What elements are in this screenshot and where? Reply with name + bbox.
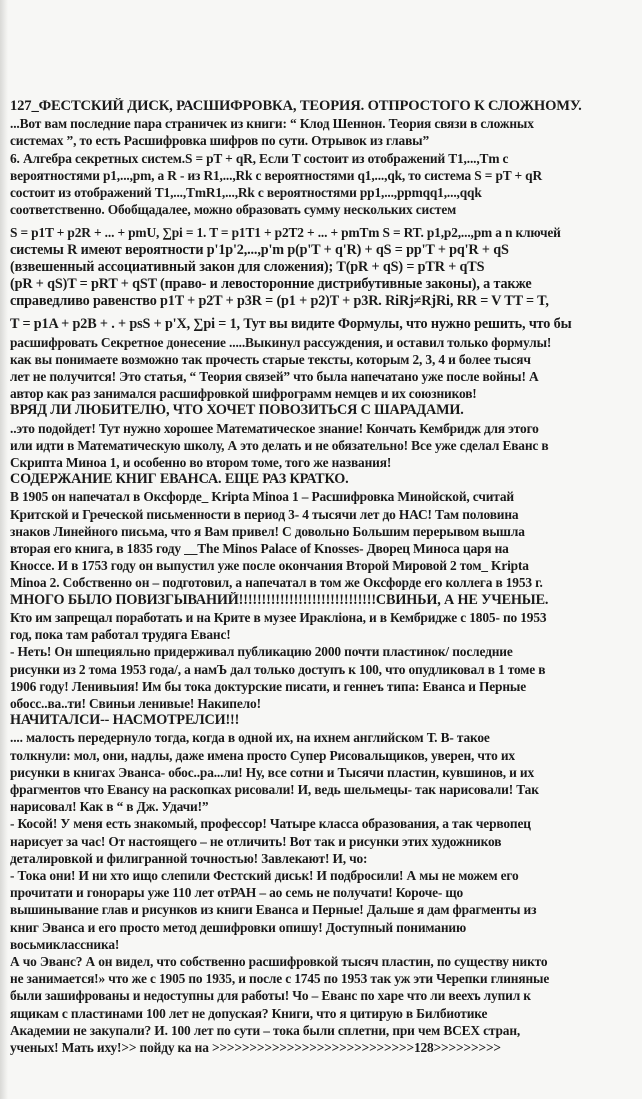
text-line: S = p1T + p2R + ... + pmU, ∑pi = 1. T = p1T1 + p2T2 + ... + pmTm S = RT. p1,p2,...,pm а n ключей — [10, 225, 561, 241]
text-line: ящикам с пластинами 100 лет не допуская? Книги, что я цитирую в Билбиотике — [10, 1005, 488, 1021]
text-line: соответственно. Обобщадалее, можно образовать сумму нескольких систем — [10, 202, 457, 218]
text-line: были зашифрованы и недоступны для работы! Чо – Еванс по харе что ли веехъ лупил к — [10, 988, 531, 1004]
text-line: В 1905 он напечатал в Оксфорде_ Kripta Minoa 1 – Расшифровка Минойской, считай — [10, 489, 514, 505]
text-line: системы R имеют вероятности p'1p'2,...,p'm p(p'T + q'R) + qS = pp'T + pq'R + qS — [10, 241, 509, 258]
text-line: рисунки в книгах Эванса- обос..ра...ли! Ну, все сотни и Тысячи пластин, кувшинов, и их — [10, 764, 535, 780]
text-line: Кноссе. И в 1753 году он выпустил уже после окончания Второй Мировой 2 том_ Kripta — [10, 558, 529, 574]
text-line: вышинывание глав и рисунков из книги Еванса и Перные! Дальше я дам фрагменты из — [10, 902, 537, 918]
text-line: книг Эванса и его просто метод дешифровки опишу! Доступный пониманию — [10, 919, 467, 935]
scan-shadow-edge — [0, 0, 8, 1099]
text-line: .... малость передернуло тогда, когда в одной их, на ихнем английском Т. В- такое — [10, 730, 490, 746]
text-line: (взвешенный ассоциативный закон для сложения); T(pR + qS) = pTR + qTS — [10, 258, 485, 275]
text-line: - Тока они! И ни хто ищо слепили Фестский диськ! И подбросили! А мы не можем его — [10, 867, 519, 883]
text-line: Критской и Греческой письменности в период 3- 4 тысячи лет до НАС! Там половина — [10, 506, 519, 522]
text-line: ученых! Мать иху!>> пойду ка на >>>>>>>>>>>>>>>>>>>>>>>>>>>128>>>>>>>>> — [10, 1039, 501, 1055]
text-line: Академии не закупали? И. 100 лет по сути – тока были сплетни, при чем ВСЕХ стран, — [10, 1022, 521, 1038]
text-line: автор как раз занимался расшифровкой шифрограмм немцев и их союзников! — [10, 386, 477, 402]
text-line: нарисует за час! От настоящего – не отличить! Вот так и рисунки этих художников — [10, 833, 502, 849]
text-line: прочитати и гонорары уже 110 лет отРАН – ао семь не получати! Короче- що — [10, 885, 464, 901]
text-line: (pR + qS)T = pRT + qST (право- и левосторонние дистрибутивные законы), а также — [10, 276, 532, 293]
text-line: справедливо равенство p1T + p2T + p3R = (p1 + p2)T + p3R. RiRj≠RjRi, RR = V TT = T, — [10, 293, 549, 310]
text-line: состоит из отображений T1,...,TmR1,...,Rk с вероятностями pp1,...,ppmqq1,...,qqk — [10, 185, 482, 201]
text-line: расшифровать Секретное донесение .....Выкинул рассуждения, и оставил только формулы! — [10, 334, 552, 350]
text-line: толкнули: мол, они, надлы, даже имена просто Супер Рисовальщиков, уверен, что их — [10, 747, 515, 763]
text-line: 1906 году! Ленивыия! Им бы тока доктурские писати, и геннеъ типа: Еванса и Перные — [10, 678, 526, 694]
text-line: МНОГО БЫЛО ПОВИЗГЫВАНИЙ!!!!!!!!!!!!!!!!!!!!!!!!!!!!!!СВИНЬИ, А НЕ УЧЕНЫЕ. — [10, 591, 549, 608]
text-line: ...Вот вам последние пара страничек из книги: “ Клод Шеннон. Теория связи в сложных — [10, 116, 534, 132]
text-line: ВРЯД ЛИ ЛЮБИТЕЛЮ, ЧТО ХОЧЕТ ПОВОЗИТЬСЯ С ШАРАДАМИ. — [10, 402, 464, 419]
text-line: рисунки из 2 тома 1953 года/, а намЪ дал только доступъ к 100, что опудликовал в 1 томе в — [10, 661, 546, 677]
text-line: Скрипта Миноа 1, и особенно во втором томе, того же названия! — [10, 455, 392, 471]
text-line: Кто им запрещал поработать и на Крите в музее Иракліона, и в Кембридже с 1805- по 1953 — [10, 609, 547, 625]
text-line: вероятностями p1,...,pm, а R - из R1,...,Rk с вероятностями q1,...,qk, то система S = pT + qR — [10, 167, 542, 183]
text-line: обосс..ва..ти! Свиньи ленивые! Накипело! — [10, 695, 261, 711]
text-line: лет не получится! Это статья, “ Теория связей” что была напечатано уже после войны! А — [10, 369, 539, 385]
text-line: - Неть! Он шпецияльно придерживал публикацию 2000 почти пластинок/ последние — [10, 644, 513, 660]
document-body — [10, 98, 628, 1056]
text-line: Minoa 2. Собственно он – подготовил, а напечатал в том же Оксфорде его коллега в 1953 г. — [10, 575, 543, 591]
text-line: или идти в Математическую школу, А это делать и не обязательно! Все уже сделал Еванс в — [10, 437, 549, 453]
text-line: не занимается!» что же с 1905 по 1935, и после с 1745 по 1953 так уж эти Черепки глиняные — [10, 971, 550, 987]
text-line: НАЧИТАЛСИ-- НАСМОТРЕЛСИ!!! — [10, 712, 240, 729]
text-line: восьмиклассника! — [10, 936, 120, 952]
text-line: вторая его книга, в 1835 году __The Minos Palace of Knosses- Дворец Миноса царя на — [10, 541, 509, 557]
text-line: T = p1A + p2B + . + psS + p'X, ∑pi = 1, Тут вы видите Формулы, что нужно решить, что бы — [10, 316, 572, 333]
text-line: год, пока там работал трудяга Еванс! — [10, 627, 231, 643]
text-line: как вы понимаете возможно так прочесть старые тексты, которым 2, 3, 4 и более тысяч — [10, 351, 531, 367]
text-line: нарисовал! Как в “ в Дж. Удачи!” — [10, 799, 209, 815]
text-line: системах ”, то есть Расшифровка шифров по сути. Отрывок из главы” — [10, 133, 430, 149]
text-line: СОДЕРЖАНИЕ КНИГ ЕВАНСА. ЕЩЕ РАЗ КРАТКО. — [10, 471, 349, 488]
text-line: знаков Линейного письма, что я Вам привел! С довольно Большим перерывом вышла — [10, 523, 525, 539]
text-line: ..это подойдет! Тут нужно хорошее Математическое знание! Кончать Кембридж для этого — [10, 420, 539, 436]
text-line: А чо Эванс? А он видел, что собственно расшифровкой тысяч пластин, по существу никто — [10, 953, 548, 969]
text-line: 6. Алгебра секретных систем.S = pT + qR, Если T состоит из отображений T1,...,Tm с — [10, 150, 509, 166]
text-line: 127_ФЕСТСКИЙ ДИСК, РАСШИФРОВКА, ТЕОРИЯ. ОТПРОСТОГО К СЛОЖНОМУ. — [10, 98, 582, 114]
text-line: фрагментов что Евансу на раскопках рисовали! И, ведь шельмецы- так нарисовали! Так — [10, 781, 539, 797]
text-line: - Косой! У меня есть знакомый, профессор! Чатыре класса образования, а так червопец — [10, 816, 531, 832]
text-line: деталировкой и филигранной точностью! Завлекают! И, чо: — [10, 850, 368, 866]
